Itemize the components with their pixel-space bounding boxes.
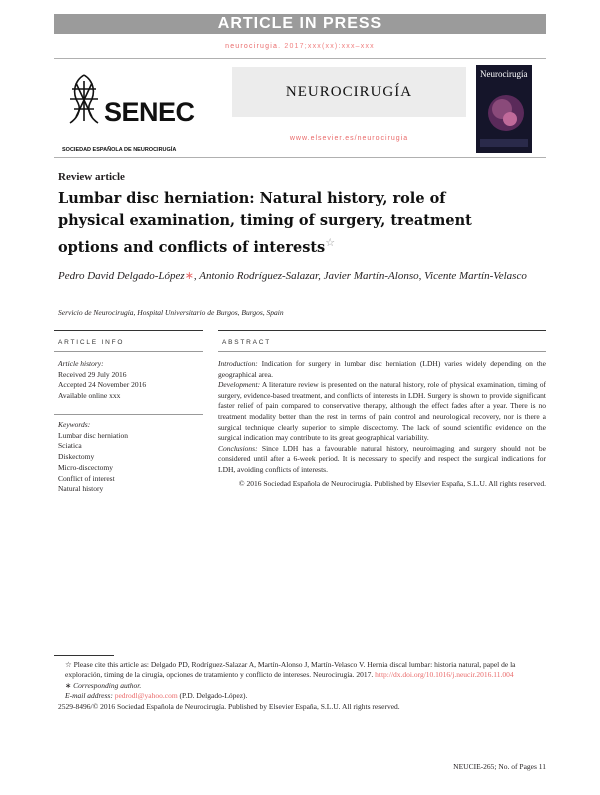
senec-emblem-icon <box>64 71 104 127</box>
abstract-paragraph: Conclusions: Since LDH has a favourable natural history, neuroimaging and surgery should not be considered until after a 6-week period. It is necessary to specify and respect the surgical indications for LDH, avoiding conflicts of interests. <box>218 443 546 474</box>
email-link[interactable]: pedrodl@yahoo.com <box>114 691 178 701</box>
title-footnote-mark[interactable]: ☆ <box>325 236 336 249</box>
divider <box>218 351 546 352</box>
article-type: Review article <box>58 171 125 183</box>
history-item: Available online xxx <box>58 391 121 401</box>
issn-line: 2529-8496/© 2016 Sociedad Española de Neurocirugía. Published by Elsevier España, S.L.U. All rights reserved. <box>58 701 400 711</box>
abstract-paragraph: Introduction: Indication for surgery in lumbar disc herniation (LDH) varies widely depending on the geographical area. <box>218 359 546 379</box>
affiliation: Servicio de Neurocirugía, Hospital Universitario de Burgos, Burgos, Spain <box>58 308 284 317</box>
cover-title: Neurocirugía <box>480 69 528 79</box>
divider <box>54 351 203 352</box>
keyword: Sciatica <box>58 441 82 451</box>
journal-title: NEUROCIRUGÍA <box>232 67 466 117</box>
keyword: Natural history <box>58 484 104 494</box>
history-item: Accepted 24 November 2016 <box>58 380 147 390</box>
keywords: Keywords: Lumbar disc herniation Sciatica Diskectomy Micro-discectomy Conflict of interest Natural history <box>58 420 128 494</box>
footnotes <box>58 660 546 712</box>
corresponding-mark[interactable]: ∗ <box>184 270 194 282</box>
doi-link[interactable]: http://dx.doi.org/10.1016/j.neucir.2016.11.004 <box>375 670 514 680</box>
article-title: Lumbar disc herniation: Natural history, role of physical examination, timing of surgery, treatment options and conflicts of interests☆ <box>58 190 472 256</box>
corresponding-note: ∗ Corresponding author. <box>65 680 142 690</box>
abstract-paragraph: Development: A literature review is presented on the natural history, role of physical examination, timing of surgery, evidence-based treatment, and conflicts of interests in LDH. Surgery is shown to provide significant faster relief of pain compared to conservative therapy, although the effect fades after a year. There is no treatment modality better than the rest in terms of pain control and neurological recovery, nor is there a surgical technique clearly superior to simple discectomy. The lack of sound scientific evidence on the surgical indication may contribute to its great geographical variability. <box>218 380 546 443</box>
author-name: Vicente Martín-Velasco <box>424 270 527 282</box>
journal-url[interactable]: www.elsevier.es/neurocirugia <box>289 135 409 142</box>
divider <box>54 414 203 415</box>
author-name: Javier Martín-Alonso <box>323 270 419 282</box>
email-note: E-mail address: pedrodl@yahoo.com (P.D. Delgado-López). <box>65 691 248 701</box>
journal-reference: neurocirugia. 2017;xxx(xx):xxx–xxx <box>225 43 375 50</box>
author-list: Pedro David Delgado-López∗, Antonio Rodríguez-Salazar, Javier Martín-Alonso, Vicente Martín-Velasco <box>58 270 527 282</box>
abstract-heading: ABSTRACT <box>222 339 272 346</box>
journal-cover-image <box>476 65 532 153</box>
copyright: © 2016 Sociedad Española de Neurocirugía. Published by Elsevier España, S.L.U. All rights reserved. <box>238 478 546 488</box>
abstract-body <box>218 359 546 489</box>
logo-wordmark: SENEC <box>104 97 195 127</box>
logo-subtitle: SOCIEDAD ESPAÑOLA DE NEUROCIRUGÍA <box>62 147 177 153</box>
keyword: Diskectomy <box>58 452 95 462</box>
divider <box>54 330 203 331</box>
keyword: Micro-discectomy <box>58 462 113 472</box>
keyword: Lumbar disc herniation <box>58 430 128 440</box>
senec-logo <box>60 71 195 153</box>
page-footer: NEUCIE-265; No. of Pages 11 <box>453 762 546 771</box>
article-history: Article history: Received 29 July 2016 Accepted 24 November 2016 Available online xxx <box>58 359 147 401</box>
keyword: Conflict of interest <box>58 473 115 483</box>
author-name: Pedro David Delgado-López <box>58 270 185 282</box>
history-item: Received 29 July 2016 <box>58 369 127 379</box>
article-in-press-banner: ARTICLE IN PRESS <box>54 14 546 34</box>
journal-header <box>54 58 546 158</box>
article-info-heading: ARTICLE INFO <box>58 339 125 346</box>
author-name: Antonio Rodríguez-Salazar <box>199 270 319 282</box>
divider <box>54 655 114 656</box>
citation-note: ☆ Please cite this article as: Delgado PD, Rodríguez-Salazar A, Martín-Alonso J, Martín-Velasco V. Hernia discal lumbar: historia natural, papel de la exploración, timing de la cirugía, opciones de tratamiento y conflicto de intereses. Neurocirugía. 2017. http://dx.doi.org/10.1016/j.neucir.2016.11.004 <box>65 660 516 680</box>
divider <box>218 330 546 331</box>
